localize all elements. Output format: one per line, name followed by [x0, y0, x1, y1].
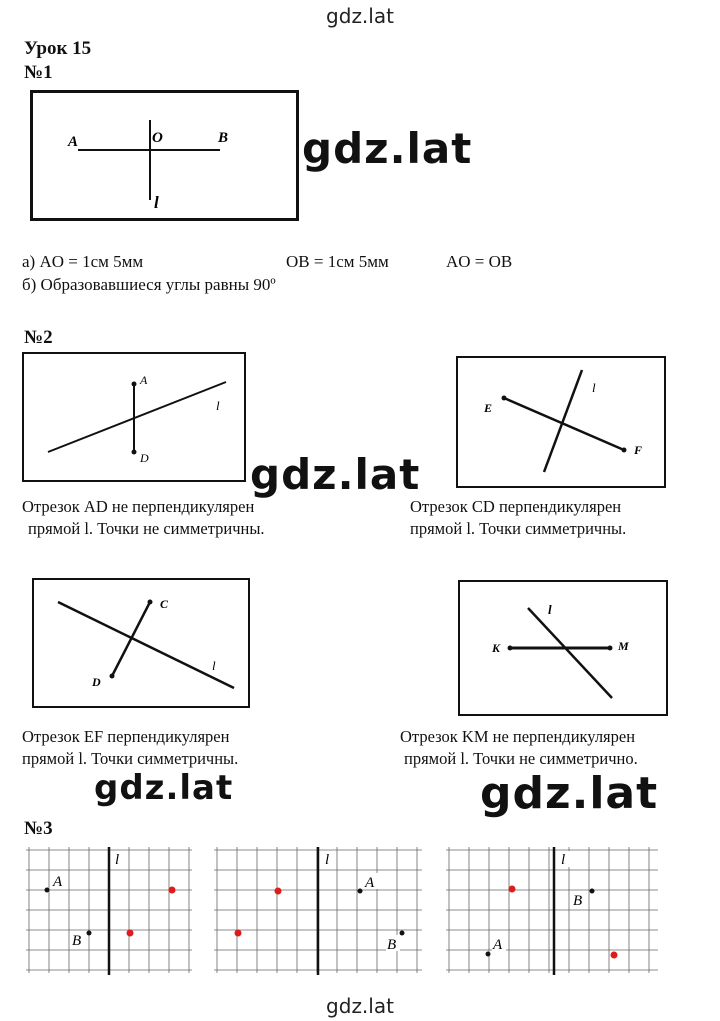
task2-number: №2 [24, 327, 53, 348]
svg-text:l: l [212, 658, 216, 673]
svg-text:F: F [634, 443, 643, 457]
task3-number: №3 [24, 818, 53, 839]
task2-figure-3 [32, 578, 250, 708]
svg-text:A: A [493, 937, 503, 953]
line-l-label: l [154, 193, 159, 212]
svg-text:l: l [548, 602, 552, 617]
svg-text:B: B [573, 893, 583, 909]
task2-caption-3: Отрезок EF перпендикулярен прямой l. Точки симметричны. [22, 727, 239, 768]
task2-figure-2 [456, 356, 666, 488]
svg-text:B: B [387, 937, 397, 953]
point-o-label: O [152, 130, 163, 146]
svg-text:A: A [140, 373, 148, 387]
watermark-large: gdz.lat [90, 768, 237, 808]
svg-text:A: A [365, 875, 375, 891]
watermark-large: gdz.lat [250, 450, 421, 499]
svg-text:l: l [592, 380, 596, 395]
svg-text:A: A [53, 874, 63, 890]
svg-text:M: M [618, 639, 629, 653]
point-b-label: B [218, 130, 229, 146]
task2-caption-1: Отрезок AD не перпендикулярен прямой l. Точки не симметричны. [22, 497, 265, 538]
svg-text:l: l [216, 398, 220, 413]
answer-ob: OB = 1см 5мм [286, 252, 389, 271]
answer-eq: AO = OB [446, 252, 513, 271]
svg-text:l: l [561, 852, 566, 868]
watermark-large: gdz.lat [476, 768, 662, 819]
task2-caption-2: Отрезок CD перпендикулярен прямой l. Точки симметричны. [410, 497, 627, 538]
svg-text:l: l [115, 852, 120, 868]
svg-text:C: C [160, 597, 169, 611]
task1-number: №1 [24, 62, 53, 83]
watermark-top: gdz.lat [326, 4, 394, 28]
lesson-title: Урок 15 [24, 38, 92, 59]
answer-b: б) Образовавшиеся углы равны 90º [22, 275, 276, 294]
task2-figure-1 [22, 352, 246, 482]
task3-grid-2 [214, 847, 424, 977]
svg-text:D: D [92, 675, 101, 689]
answer-a: а) AO = 1см 5мм [22, 252, 144, 271]
point-a-label: A [68, 134, 79, 150]
task3-grid-3 [446, 847, 660, 977]
svg-text:B: B [72, 933, 82, 949]
svg-text:E: E [484, 401, 493, 415]
watermark-bottom: gdz.lat [326, 994, 394, 1018]
task2-caption-4: Отрезок KM не перпендикулярен прямой l. Точки не симметрично. [400, 727, 638, 768]
svg-text:K: K [492, 641, 501, 655]
watermark-large: gdz.lat [302, 124, 473, 173]
svg-text:D: D [140, 451, 149, 465]
task3-grid-1 [26, 847, 194, 977]
task1-figure [30, 90, 300, 222]
task2-figure-4 [458, 580, 668, 716]
svg-text:l: l [325, 852, 330, 868]
